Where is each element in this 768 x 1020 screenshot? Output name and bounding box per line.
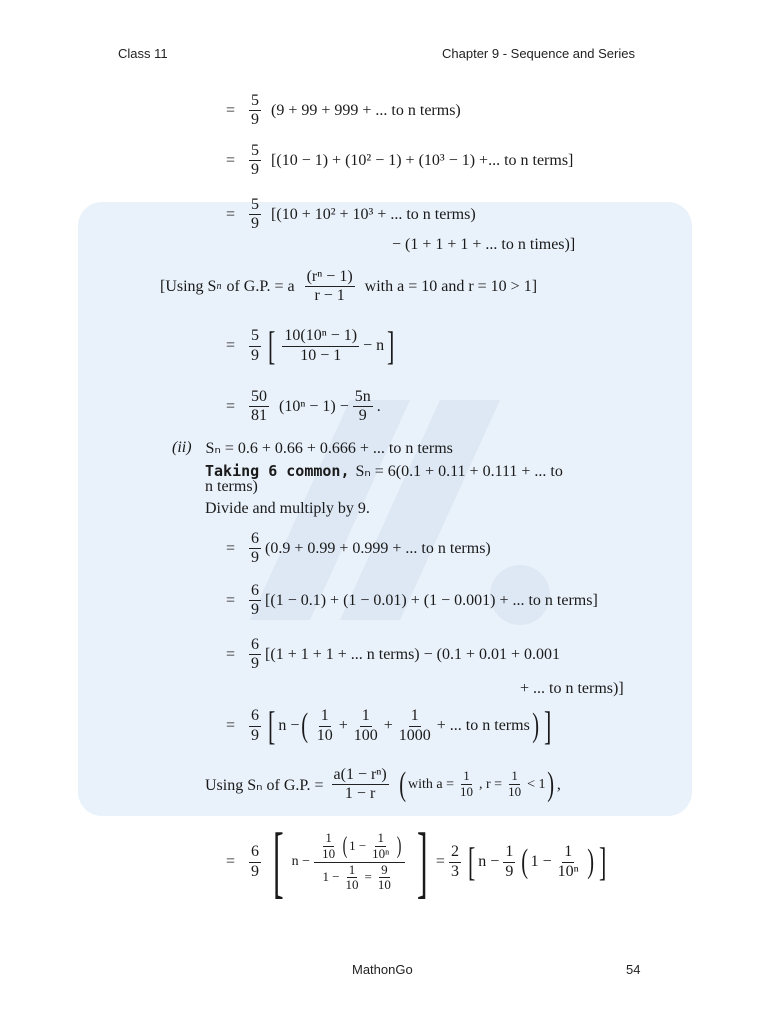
- eq-line-2: = $\frac{5}{9}$ [(10 − 1) + (10² − 1) + (10³ − 1) +... to n terms]: [226, 142, 574, 179]
- eq-line-18: = $\frac{6}{9}$ [ n − $\frac{1}{10}$ ( 1 − $\frac{1}{\text{10ⁿ}}$ ) 1 − $\frac{1}{10}$ = $\frac{9}{10}$ ] = $\frac{2}{3}$ [ n − $\frac{1}{9}$ ( 1 − $\frac{1}{\text{10ⁿ}}$ ) ]: [226, 818, 607, 906]
- eq-line-10: n terms): [205, 478, 258, 495]
- eq-line-14: = $\frac{6}{9}$ [(1 + 1 + 1 + ... n terms) − (0.1 + 0.01 + 0.001: [226, 636, 561, 673]
- eq-line-15: + ... to n terms)]: [520, 680, 624, 697]
- eq-line-5: [Using S n of G.P. = a $\frac{\text{(rⁿ − 1)}}{r - 1}$ with a = 10 and r = 10 > 1]: [160, 268, 538, 305]
- eq-line-7: = $\frac{50}{81}$ (10ⁿ − 1) − $\frac{5n}{9}$ .: [226, 388, 381, 425]
- eq-line-12: = $\frac{6}{9}$ (0.9 + 0.99 + 0.999 + ... to n terms): [226, 530, 491, 567]
- eq-line-9: Taking 6 common, Sₙ = 6(0.1 + 0.11 + 0.111 + ... to: [205, 462, 563, 480]
- eq-line-6: = $\frac{5}{9}$ [ $\frac{\text{10(10ⁿ − 1)}}{10 - 1}$ − n ]: [226, 323, 395, 368]
- header-class: Class 11: [118, 46, 168, 61]
- eq-line-4: − (1 + 1 + 1 + ... to n times)]: [392, 236, 576, 253]
- eq-line-3: = $\frac{5}{9}$ [(10 + 10² + 10³ + ... to n terms): [226, 196, 476, 233]
- eq-line-16: = $\frac{6}{9}$ [ n − ( $\frac{1}{10}$ + $\frac{1}{100}$ + $\frac{1}{1000}$ + ... to n terms ) ]: [226, 703, 552, 748]
- footer-brand: MathonGo: [352, 962, 413, 977]
- eq-line-8: (ii) Sₙ = 0.6 + 0.66 + 0.666 + ... to n terms: [172, 439, 453, 457]
- eq-line-17: Using Sₙ of G.P. = $\frac{\text{a(1 − rⁿ)}}{1 - r}$ ( with a = $\frac{1}{10}$ , r = $\frac{1}{10}$ < 1 ) ,: [205, 765, 561, 803]
- eq-line-11: Divide and multiply by 9.: [205, 500, 370, 517]
- page-number: 54: [626, 962, 641, 977]
- header-chapter: Chapter 9 - Sequence and Series: [442, 46, 635, 61]
- fraction: $\frac{5}{9}$: [251, 92, 260, 129]
- eq-line-13: = $\frac{6}{9}$ [(1 − 0.1) + (1 − 0.01) + (1 − 0.001) + ... to n terms]: [226, 582, 598, 619]
- eq-line-1: = $\frac{5}{9}$ (9 + 99 + 999 + ... to n terms): [226, 92, 461, 129]
